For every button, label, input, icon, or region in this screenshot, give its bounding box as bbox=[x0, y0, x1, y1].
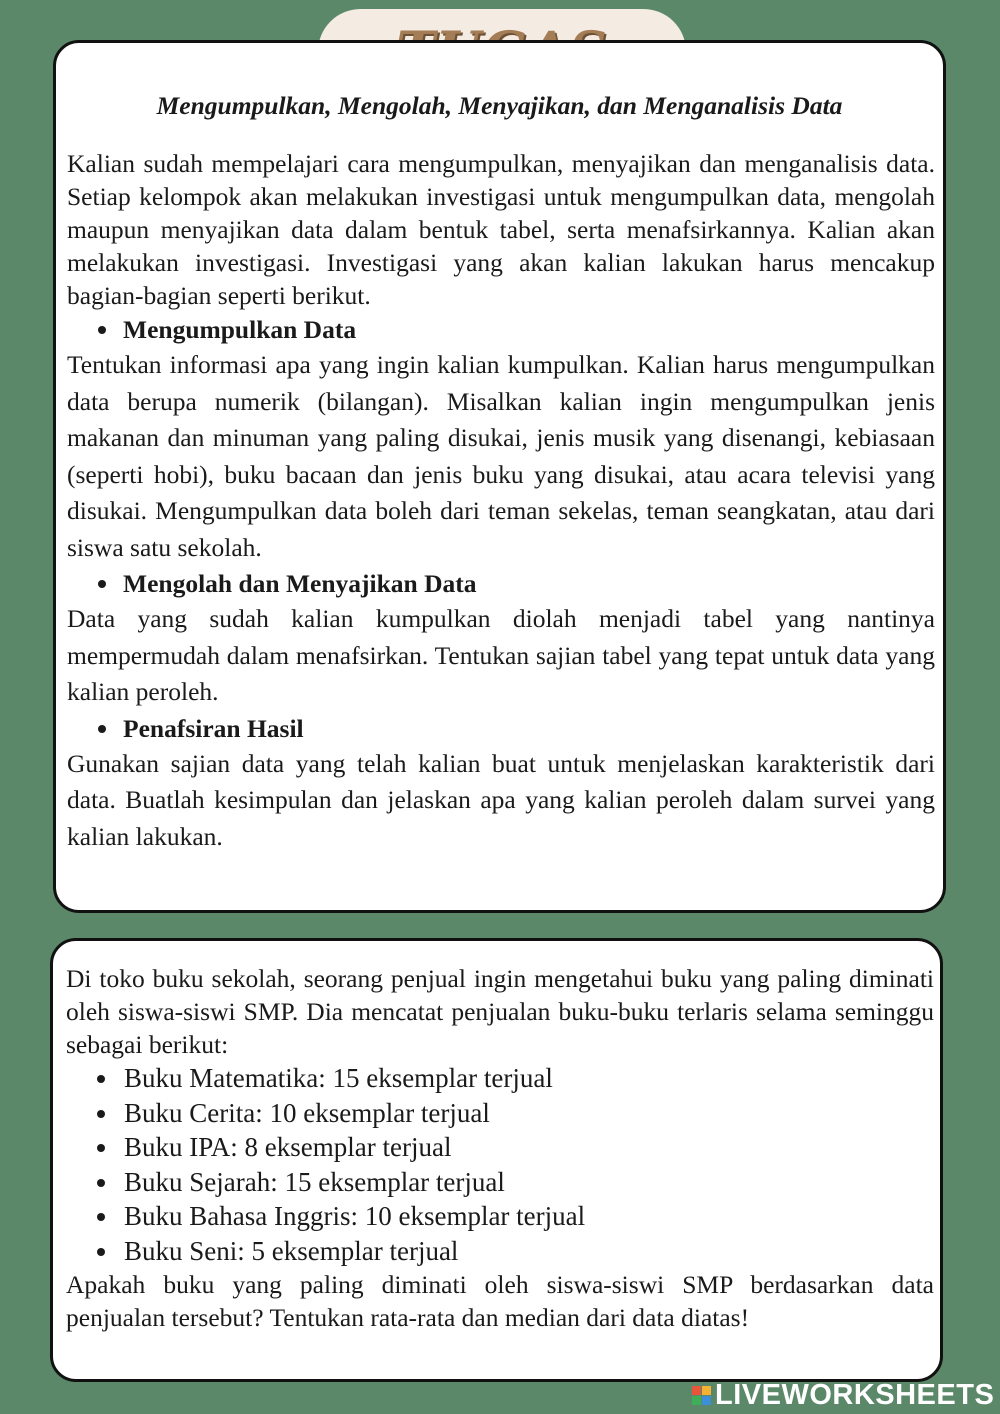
problem-intro: Di toko buku sekolah, seorang penjual ingin mengetahui buku yang paling diminati oleh siswa-siswi SMP. Dia mencatat penjualan buku-buku terlaris selama seminggu sebagai berikut: bbox=[66, 964, 934, 1059]
section-text-interpret: Gunakan sajian data yang telah kalian buat untuk menjelaskan karakteristik dari data. Buatlah kesimpulan dan jelaskan apa yang kalian peroleh dalam survei yang kalian lakukan. bbox=[67, 748, 935, 851]
problem-body bbox=[66, 962, 934, 1334]
list-item: Buku IPA: 8 eksemplar terjual bbox=[66, 1130, 934, 1165]
list-item: Buku Seni: 5 eksemplar terjual bbox=[66, 1234, 934, 1269]
section-text-collect: Tentukan informasi apa yang ingin kalian kumpulkan. Kalian harus mengumpulkan data berupa numerik (bilangan). Misalkan kalian ingin mengumpulkan jenis makanan dan minuman yang paling disukai, jenis musik yang disenangi, kebiasaan (seperti hobi), buku bacaan dan jenis buku yang disukai, atau acara televisi yang disukai. Mengumpulkan data boleh dari teman sekelas, teman seangkatan, atau dari siswa satu sekolah. bbox=[67, 350, 935, 562]
problem-question: Apakah buku yang paling diminati oleh siswa-siswi SMP berdasarkan data penjualan tersebut? Tentukan rata-rata dan median dari data diatas! bbox=[66, 1270, 934, 1332]
section-text-process: Data yang sudah kalian kumpulkan diolah menjadi tabel yang nantinya mempermudah dalam menafsirkan. Tentukan sajian tabel yang tepat untuk data yang kalian peroleh. bbox=[67, 604, 935, 706]
section-heading-process: Mengolah dan Menyajikan Data bbox=[67, 566, 935, 601]
liveworksheets-logo bbox=[692, 1378, 994, 1412]
list-item: Buku Matematika: 15 eksemplar terjual bbox=[66, 1061, 934, 1096]
sales-list bbox=[66, 1061, 934, 1268]
section-heading-interpret: Penafsiran Hasil bbox=[67, 711, 935, 746]
logo-square bbox=[702, 1396, 711, 1405]
task-subtitle: Mengumpulkan, Mengolah, Menyajikan, dan Menganalisis Data bbox=[156, 91, 843, 120]
list-item: Buku Cerita: 10 eksemplar terjual bbox=[66, 1096, 934, 1131]
list-item: Buku Bahasa Inggris: 10 eksemplar terjual bbox=[66, 1199, 934, 1234]
task-body bbox=[67, 147, 935, 855]
task-card bbox=[53, 40, 946, 913]
logo-square bbox=[692, 1396, 701, 1405]
logo-mark-icon bbox=[692, 1386, 711, 1405]
logo-text: LIVEWORKSHEETS bbox=[715, 1378, 995, 1411]
logo-square bbox=[692, 1386, 701, 1395]
task-intro: Kalian sudah mempelajari cara mengumpulkan, menyajikan dan menganalisis data. Setiap kelompok akan melakukan investigasi untuk mengumpulkan data, mengolah maupun menyajikan data dalam bentuk tabel, serta menafsirkannya. Kalian akan melakukan investigasi. Investigasi yang akan kalian lakukan harus mencakup bagian-bagian seperti berikut. bbox=[67, 149, 935, 310]
list-item: Buku Sejarah: 15 eksemplar terjual bbox=[66, 1165, 934, 1200]
logo-square bbox=[702, 1386, 711, 1395]
problem-card bbox=[50, 938, 943, 1382]
section-heading-collect: Mengumpulkan Data bbox=[67, 312, 935, 347]
